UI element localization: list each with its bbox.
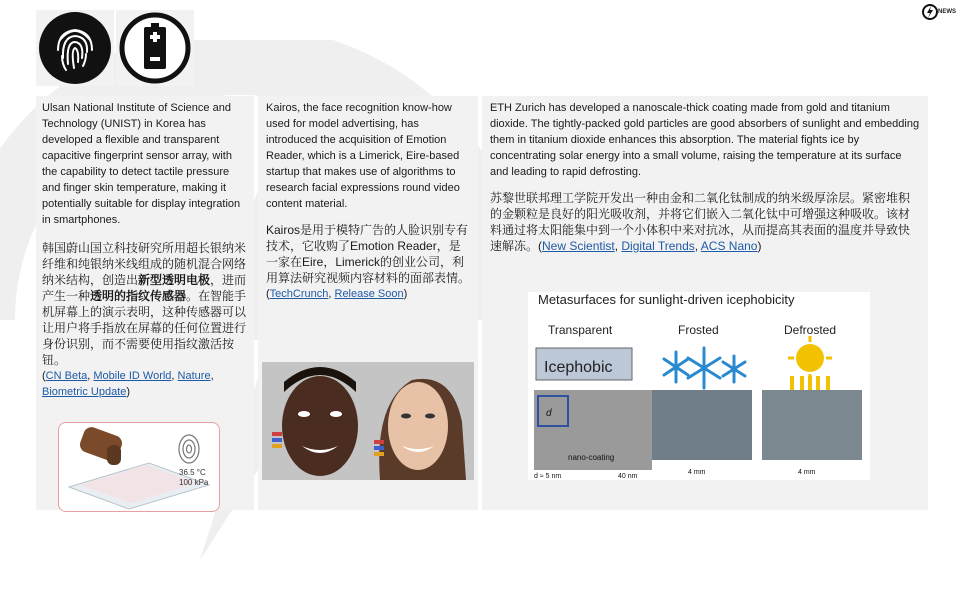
faces-graphic xyxy=(262,362,474,480)
source-link[interactable]: Digital Trends xyxy=(621,239,695,253)
label-transparent: Transparent xyxy=(548,323,613,337)
battery-icon xyxy=(116,10,194,86)
nano-label: nano-coating xyxy=(568,453,615,462)
zh-text: 苏黎世联邦理工学院开发出一种由金和二氧化钛制成的纳米级厚涂层。紧密堆积的金颗粒是良好的阳光吸收剂，并将它们嵌入二氧化钛中可增强这种吸收。该材料通过将太阳能集中到一个小体积中来对抗冰，从而提高其表面的温度并导致快速解冻。 xyxy=(490,191,911,253)
label-frosted: Frosted xyxy=(678,323,719,337)
brand-logo-text: NEWS xyxy=(938,9,956,15)
sources: (CN Beta, Mobile ID World, Nature, Biometric Update) xyxy=(42,370,214,398)
fingerprint-icon-box xyxy=(36,10,114,86)
icephobic-label: Icephobic xyxy=(544,359,613,376)
source-link[interactable]: Release Soon xyxy=(334,288,404,300)
source-link[interactable]: New Scientist xyxy=(542,239,615,253)
zh-text-part: ，进而产生一种 xyxy=(42,273,247,303)
zh-text-part: 。在智能手机屏幕上的演示表明，这种传感器可以让用户将手指放在屏幕的任何位置进行身份识别，而不需要使用指纹激活按钮。 xyxy=(42,289,247,367)
source-link[interactable]: TechCrunch xyxy=(269,288,329,300)
d-label: d xyxy=(546,408,552,419)
label-defrosted: Defrosted xyxy=(784,323,837,337)
battery-icon-box xyxy=(116,10,194,86)
scale-4b: 4 mm xyxy=(798,469,816,476)
figure-title: Metasurfaces for sunlight-driven icephobicity xyxy=(538,292,795,307)
article-text-zh: 苏黎世联邦理工学院开发出一种由金和二氧化钛制成的纳米级厚涂层。紧密堆积的金颗粒是良好的阳光吸收剂，并将它们嵌入二氧化钛中可增强这种吸收。该材料通过将太阳能集中到一个小体积中来对抗冰，从而提高其表面的温度并导致快速解冻。(New Scientist, Digital Trends, ACS Nano) xyxy=(490,191,911,253)
source-link[interactable]: Nature xyxy=(177,370,211,382)
article-text-zh xyxy=(42,240,248,368)
snowflake-icon xyxy=(664,348,745,388)
article-text-en: ETH Zurich has developed a nanoscale-thick coating made from gold and titanium dioxide. The tightly-packed gold particles are good absorbers of sunlight and embedding them in titanium dioxide enhances this absorption. The material fights ice by concentrating solar energy into a small volume, raising the temperature at its surface and leading to rapid defrosting. xyxy=(490,102,920,178)
scale-d: d ≈ 5 nm xyxy=(534,473,562,480)
sensor-graphic xyxy=(59,423,219,511)
zh-bold-text: 新型透明电极 xyxy=(138,273,211,287)
zh-bold-text: 透明的指纹传感器 xyxy=(90,289,187,303)
sun-icon xyxy=(788,336,832,390)
source-link[interactable]: ACS Nano xyxy=(700,239,758,253)
article-text-en: Kairos, the face recognition know-how used for model advertising, has introduced the acquisition of Emotion Reader, which is a Limerick, Eire-based startup that makes use of algorithms to research facial expressions round video content material. xyxy=(266,102,460,210)
metasurface-figure xyxy=(528,292,870,480)
zh-text-part: 韩国蔚山国立科技研究所用超长银纳米纤维和纯银纳米线组成的随机混合网络纳米结构，创造出 xyxy=(42,241,247,287)
article-text-en: Ulsan National Institute of Science and Technology (UNIST) in Korea has developed a flexible and transparent capacitive fingerprint sensor array, with the capability to detect tactile pressure and finger skin temperature, making it potentially suitable for display integration in smartphones. xyxy=(42,102,241,226)
scale-4a: 4 mm xyxy=(688,469,706,476)
metasurface-graphic xyxy=(528,292,870,480)
fingerprint-icon xyxy=(36,10,114,86)
sensor-illustration xyxy=(58,422,220,512)
sources: (TechCrunch, Release Soon) xyxy=(266,288,408,300)
pressure-label: 100 kPa xyxy=(179,478,209,487)
scale-40: 40 nm xyxy=(618,473,638,480)
article-text-zh: Kairos是用于模特广告的人脸识别专有技术，它收购了Emotion Reader，是一家在Eire，Limerick的创业公司，利用算法研究视频内容材料的面部表情。 xyxy=(266,223,471,285)
source-link[interactable]: Mobile ID World xyxy=(93,370,172,382)
source-link[interactable]: CN Beta xyxy=(45,370,88,382)
face-recognition-photo xyxy=(262,362,474,480)
temp-label: 36.5 °C xyxy=(179,468,206,477)
source-link[interactable]: Biometric Update xyxy=(42,386,127,398)
